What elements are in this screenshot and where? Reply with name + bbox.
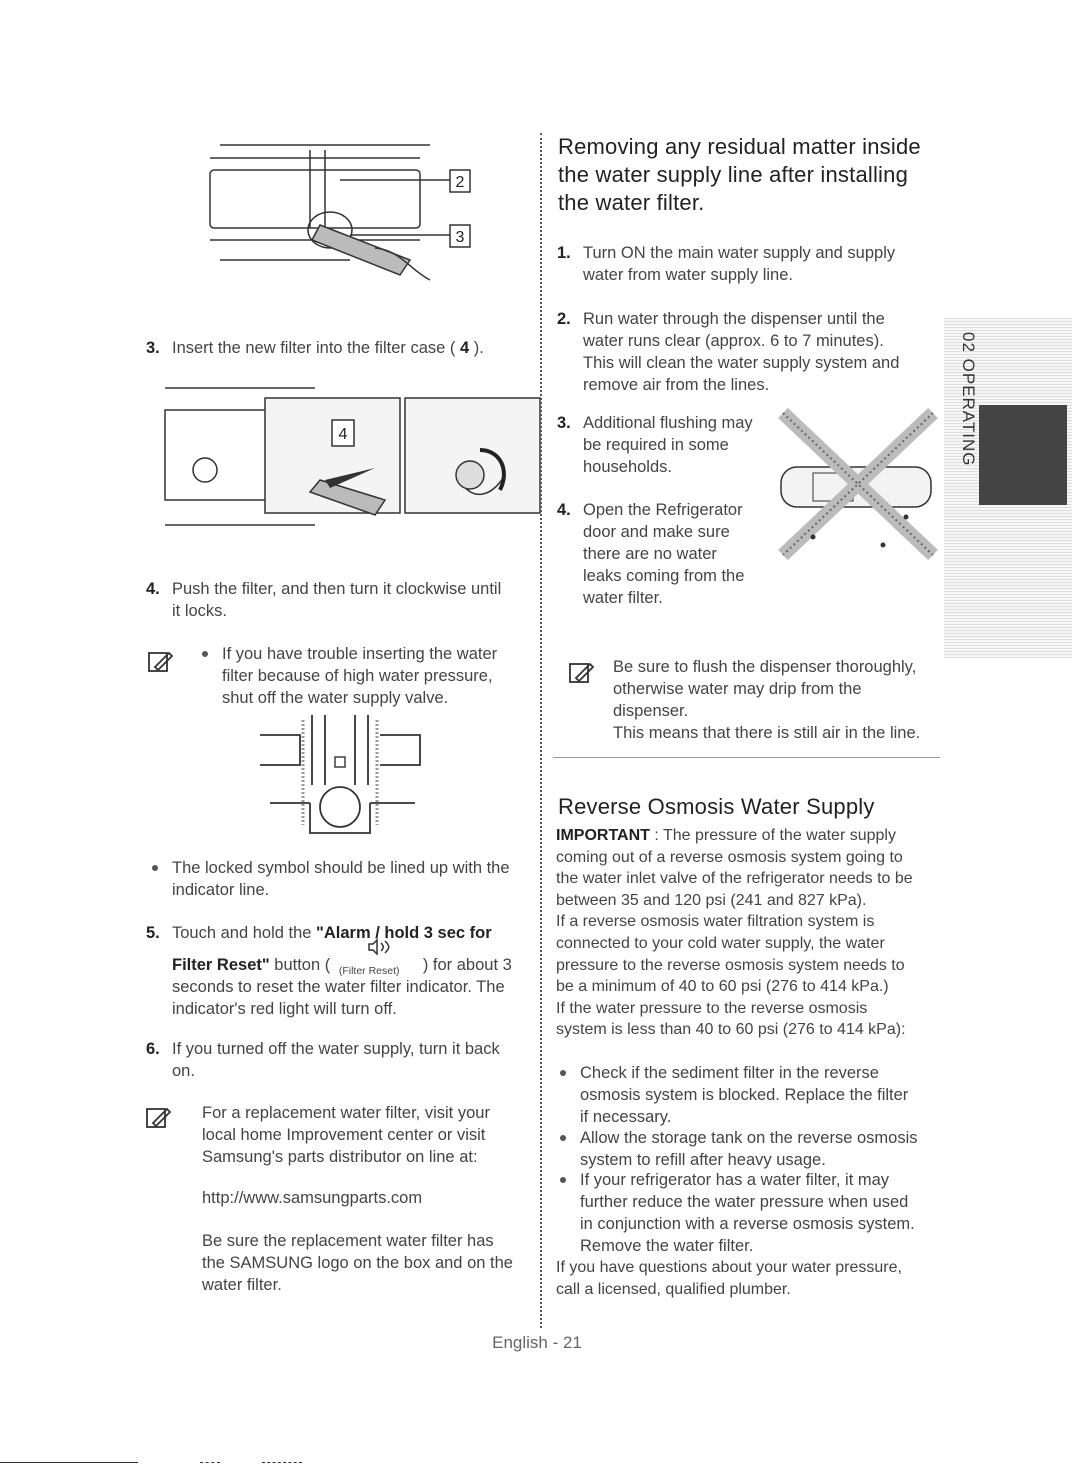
flush-note (613, 656, 943, 744)
flush-step-1-line-2: water from water supply line. (583, 266, 793, 284)
note-3-line-2: the SAMSUNG logo on the box and on the (202, 1254, 513, 1272)
note-1-line-2: filter because of high water pressure, (222, 667, 493, 685)
step-4 (146, 578, 542, 622)
note-3-line-1: Be sure the replacement water filter has (202, 1232, 494, 1250)
important-line-2: coming out of a reverse osmosis system going to (556, 848, 903, 866)
note-2-line-3: Samsung's parts distributor on line at: (202, 1148, 478, 1166)
ro-bullet-2 (580, 1127, 945, 1171)
important-line-4: between 35 and 120 psi (241 and 827 kPa). (556, 891, 867, 909)
note-2-line-2: local home Improvement center or visit (202, 1126, 486, 1144)
note-3-line-3: water filter. (202, 1276, 282, 1294)
important-line-3: the water inlet valve of the refrigerator needs to be (556, 870, 913, 888)
ro-bullet-3-line-1: If your refrigerator has a water filter, it may (580, 1171, 890, 1189)
callout-3: 3 (455, 229, 465, 246)
flush-step-4-line-1: Open the Refrigerator (583, 501, 743, 519)
note-icon (147, 649, 175, 675)
chapter-side-tab (944, 318, 1072, 658)
step-3-text-b: ). (473, 339, 484, 357)
flush-step-2-line-4: remove air from the lines. (583, 376, 770, 394)
flush-step-3-line-2: be required in some (583, 436, 729, 454)
important-line-1: : The pressure of the water supply (649, 827, 896, 844)
title-line-1: Removing any residual matter inside (558, 134, 921, 159)
step-4-number: 4. (146, 580, 160, 598)
flush-step-1-number: 1. (557, 244, 571, 262)
bullet-line-1: The locked symbol should be lined up with the (172, 859, 510, 877)
lock-icon (335, 757, 345, 767)
flush-note-line-2: otherwise water may drip from the (613, 680, 862, 698)
flush-step-4-line-3: there are no water (583, 545, 717, 563)
callout-2: 2 (455, 174, 465, 191)
bullet-line-2: indicator line. (172, 881, 270, 899)
filter-reset-button-icon (335, 954, 423, 976)
step-6 (146, 1038, 552, 1082)
flush-step-3-line-1: Additional flushing may (583, 414, 753, 432)
samsung-parts-url[interactable]: http://www.samsungparts.com (202, 1189, 423, 1207)
flush-step-2-line-2: water runs clear (approx. 6 to 7 minutes). (583, 332, 884, 350)
ro-para-line-3: pressure to the reverse osmosis system needs to (556, 956, 905, 974)
note-3 (202, 1230, 547, 1296)
note-2-line-1: For a replacement water filter, visit your (202, 1104, 490, 1122)
left-column (140, 0, 540, 1330)
flush-note-line-1: Be sure to flush the dispenser thoroughly, (613, 658, 917, 676)
step-5-line-4: indicator's red light will turn off. (172, 1000, 397, 1018)
flush-step-1-line-1: Turn ON the main water supply and supply (583, 244, 896, 262)
step-5-bold-2: Filter Reset" (172, 956, 270, 974)
step-5-number: 5. (146, 924, 160, 942)
flush-step-4-line-5: water filter. (583, 589, 663, 607)
filter-insert-illustration (160, 380, 545, 540)
step-5-mid: button ( (269, 956, 331, 974)
bottom-edge-line (0, 1462, 138, 1463)
closing-paragraph (556, 1257, 943, 1300)
step-6-line-2: on. (172, 1062, 195, 1080)
ro-para-line-4: be a minimum of 40 to 60 psi (276 to 414 kPa.) (556, 978, 889, 996)
bottom-edge-dash (200, 1462, 220, 1463)
ro-bullet-1-line-1: Check if the sediment filter in the reverse (580, 1064, 879, 1082)
step-5-prefix: Touch and hold the (172, 924, 317, 942)
locked-symbol-bullet (172, 857, 552, 901)
flush-step-4-line-4: leaks coming from the (583, 567, 745, 585)
lock-alignment-illustration (250, 715, 430, 835)
ro-bullet-1 (580, 1062, 945, 1128)
ro-bullet-3-line-3: in conjunction with a reverse osmosis system. (580, 1215, 915, 1233)
side-tab-marker (979, 405, 1067, 505)
important-paragraph (556, 825, 943, 1041)
flush-step-4 (557, 499, 783, 609)
leaking-filter-illustration (773, 405, 943, 565)
step-4-line-1: Push the filter, and then turn it clockwise until (172, 580, 502, 598)
flush-step-2 (557, 308, 943, 396)
flush-step-3-line-3: households. (583, 458, 672, 476)
bottom-edge-dash (262, 1462, 302, 1463)
section-rule (553, 757, 940, 758)
flush-step-3-number: 3. (557, 414, 571, 432)
step-3-number: 3. (146, 339, 160, 357)
flush-step-1 (557, 242, 943, 286)
closing-line-2: call a licensed, qualified plumber. (556, 1280, 791, 1298)
alarm-sound-icon (365, 938, 395, 956)
closing-line-1: If you have questions about your water pressure, (556, 1259, 902, 1276)
step-3 (146, 337, 542, 359)
ro-para-line-1: If a reverse osmosis water filtration system is (556, 913, 875, 931)
ro-bullet-1-line-3: if necessary. (580, 1108, 672, 1126)
step-5-suffix: ) for about 3 (422, 956, 512, 974)
note-icon (145, 1105, 173, 1131)
step-5 (146, 922, 552, 1020)
important-label: IMPORTANT (556, 827, 650, 844)
callout-4: 4 (338, 426, 348, 443)
ro-bullet-3 (580, 1169, 945, 1257)
ro-bullet-2-line-1: Allow the storage tank on the reverse osmosis (580, 1129, 918, 1147)
flush-step-2-line-3: This will clean the water supply system and (583, 354, 900, 372)
title-line-3: the water filter. (558, 190, 705, 215)
note-2 (202, 1102, 542, 1168)
note-icon (568, 660, 596, 686)
filter-reset-label: (Filter Reset) (338, 965, 400, 977)
step-6-line-1: If you turned off the water supply, turn it back (172, 1040, 500, 1058)
ro-bullet-2-line-2: system to refill after heavy usage. (580, 1151, 826, 1169)
flush-note-line-4: This means that there is still air in the line. (613, 724, 921, 742)
flush-step-4-number: 4. (557, 501, 571, 519)
flush-step-2-line-1: Run water through the dispenser until the (583, 310, 885, 328)
column-divider (540, 133, 542, 1328)
flush-step-4-line-2: door and make sure (583, 523, 730, 541)
ro-para-line-6: system is less than 40 to 60 psi (276 to 414 kPa): (556, 1021, 906, 1039)
step-3-text-a: Insert the new filter into the filter case ( (172, 339, 456, 357)
flush-step-2-number: 2. (557, 310, 571, 328)
note-1-line-3: shut off the water supply valve. (222, 689, 449, 707)
title-line-2: the water supply line after installing (558, 162, 909, 187)
step-4-line-2: it locks. (172, 602, 228, 620)
ro-bullet-3-line-4: Remove the water filter. (580, 1237, 754, 1255)
step-6-number: 6. (146, 1040, 160, 1058)
filter-removal-illustration (200, 130, 520, 290)
ro-bullet-1-line-2: osmosis system is blocked. Replace the filter (580, 1086, 909, 1104)
reverse-osmosis-title: Reverse Osmosis Water Supply (558, 794, 875, 819)
step-3-bold: 4 (459, 339, 470, 357)
ro-para-line-5: If the water pressure to the reverse osmosis (556, 999, 868, 1017)
note-1-line-1: If you have trouble inserting the water (222, 645, 498, 663)
step-5-bold-1: "Alarm / hold 3 sec for (316, 924, 492, 942)
flush-note-line-3: dispenser. (613, 702, 689, 720)
note-1 (222, 643, 542, 709)
flush-step-3 (557, 412, 783, 478)
side-tab-label: 02 OPERATING (959, 332, 978, 467)
right-column (553, 0, 938, 1330)
step-5-line-3: seconds to reset the water filter indicator. The (172, 978, 505, 996)
page-footer: English - 21 (492, 1333, 582, 1352)
ro-bullet-3-line-2: further reduce the water pressure when used (580, 1193, 909, 1211)
flush-section-title (558, 133, 943, 217)
ro-para-line-2: connected to your cold water supply, the water (556, 934, 885, 952)
